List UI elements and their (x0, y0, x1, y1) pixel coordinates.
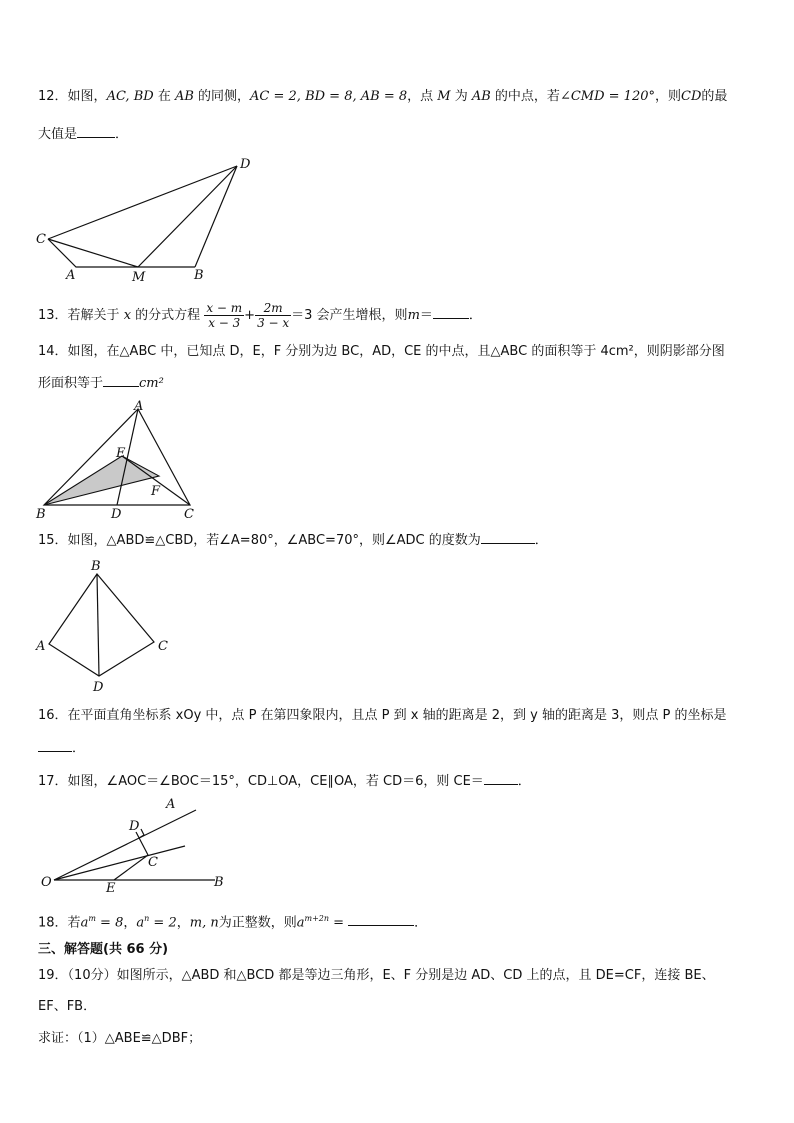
answer-blank (484, 772, 518, 785)
label-D: D (93, 680, 104, 695)
q12-figure (30, 150, 270, 285)
fraction-1: $\frac{x - m}{x - 3}$ (206, 301, 243, 330)
q19-line1: 19．（10分）如图所示，△ABD 和△BCD 都是等边三角形，E、F 分别是边 AD、CD 上的点，且 DE=CF，连接 BE、 (38, 968, 715, 983)
q19-line2: EF、FB． (38, 999, 97, 1014)
section-title: 三、解答题(共 66 分) (38, 942, 169, 957)
label-C: C (36, 232, 46, 247)
answer-blank (481, 531, 535, 544)
q16-number: 16． (38, 708, 68, 723)
label-A: A (36, 639, 46, 654)
fraction-2: $\frac{2m}{3 - x}$ (257, 301, 290, 330)
label-A: A (66, 268, 76, 283)
q17-figure (30, 796, 240, 896)
label-B: B (91, 559, 101, 574)
answer-blank (433, 306, 469, 319)
label-O: O (41, 875, 52, 890)
q14-line1: 14．如图，在△ABC 中，已知点 D，E，F 分别为边 BC，AD，CE 的中点，且△ABC 的面积等于 4cm²，则阴影部分图 (38, 344, 725, 359)
label-B: B (214, 875, 224, 890)
shaded-triangle-BEF (44, 456, 159, 505)
segment-CAB (48, 239, 195, 267)
label-A: A (166, 797, 176, 812)
label-D: D (111, 507, 122, 522)
q14-figure (30, 398, 210, 523)
q15-figure (30, 556, 180, 696)
segment-EC (114, 855, 148, 880)
segment-DC (136, 832, 148, 855)
q14-number: 14． (38, 344, 68, 359)
q12-line2: 大值是 ． (38, 127, 129, 142)
label-E: E (116, 446, 126, 461)
q15-line: 15．如图，△ABD≌△CBD，若∠A=80°，∠ABC=70°，则∠ADC 的度数为 ． (38, 533, 548, 548)
label-F: F (151, 484, 161, 499)
label-A: A (134, 399, 144, 414)
answer-blank (77, 125, 115, 138)
label-B: B (194, 268, 204, 283)
segment-MD (138, 166, 237, 267)
q14-line2: 形面积等于 cm² (38, 376, 164, 391)
ray-OA (54, 810, 196, 880)
q12-number: 12． (38, 89, 68, 104)
q19-line3: 求证：（1）△ABE≌△DBF； (38, 1031, 202, 1046)
q17-line: 17．如图，∠AOC＝∠BOC＝15°，CD⊥OA，CE∥OA，若 CD＝6，则 CE＝ ． (38, 774, 531, 789)
label-C: C (184, 507, 194, 522)
label-E: E (106, 881, 116, 896)
segment-CD (48, 166, 237, 239)
answer-blank (38, 739, 72, 752)
q13-line: 13．若解关于 x 的分式方程 $\frac{x - m}{x - 3}$ + $\frac{2m}{3 - x}$ ＝3 会产生增根，则m＝ ． (38, 301, 482, 330)
segment-BD (195, 166, 237, 267)
q15-number: 15． (38, 533, 68, 548)
label-B: B (36, 507, 46, 522)
segment-BD (97, 574, 99, 676)
answer-blank (348, 913, 414, 926)
q17-number: 17． (38, 774, 68, 789)
label-D: D (129, 819, 140, 834)
label-M: M (132, 270, 146, 285)
label-C: C (158, 639, 168, 654)
ray-OC (54, 846, 185, 880)
q12-line1: 12．如图，AC, BD 在 AB 的同侧，AC = 2, BD = 8, AB = 8，点 M 为 AB 的中点，若∠CMD = 120°，则CD的最 (38, 89, 728, 104)
q16-line2: ． (38, 739, 85, 758)
q13-number: 13． (38, 308, 68, 323)
quadrilateral-ABCD (49, 574, 154, 676)
label-C: C (148, 855, 158, 870)
q18-line: 18．若$a^m = 8$，$a^n = 2$，m, n为正整数，则$a^{m+2n}$ = ． (38, 914, 428, 931)
label-D: D (240, 157, 251, 172)
q18-number: 18． (38, 915, 68, 931)
answer-blank (103, 374, 139, 387)
q16-line1: 16．在平面直角坐标系 xOy 中，点 P 在第四象限内，且点 P 到 x 轴的距离是 2，到 y 轴的距离是 3，则点 P 的坐标是 (38, 708, 727, 723)
